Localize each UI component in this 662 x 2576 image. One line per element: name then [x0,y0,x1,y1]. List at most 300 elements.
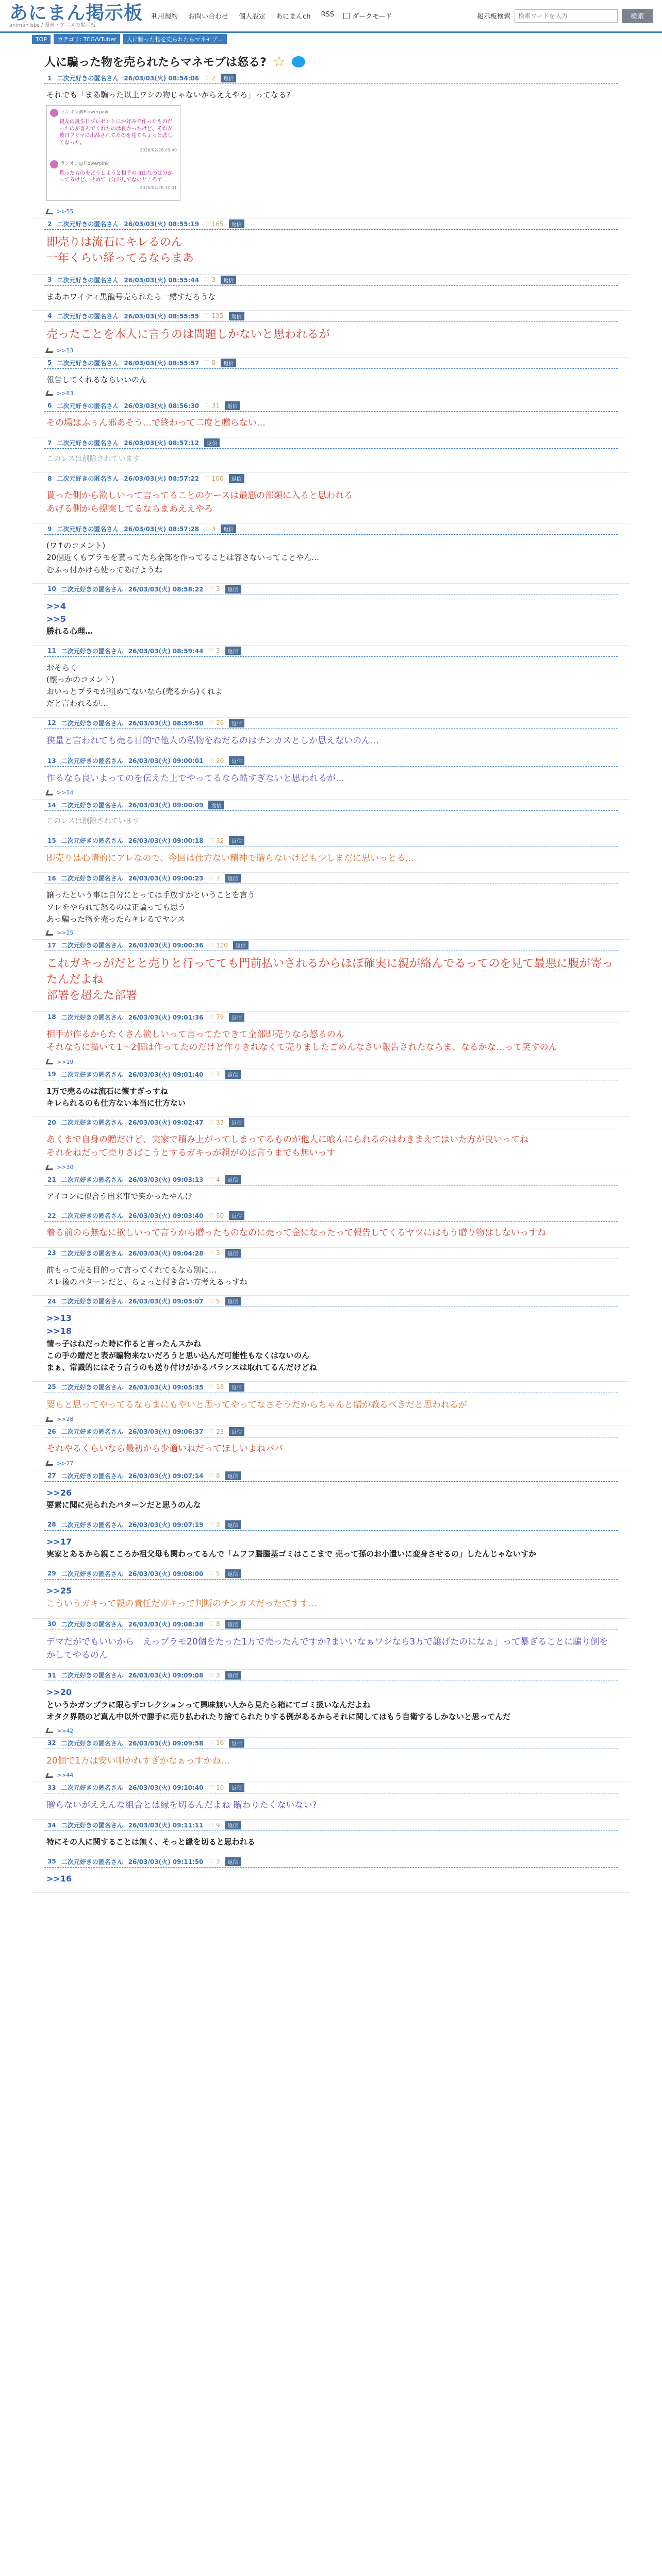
report-tag[interactable]: 返信 [225,1620,241,1629]
tweet-user: ランオン@Flowerpink [60,161,109,166]
report-tag[interactable]: 返信 [225,1297,241,1306]
post-text: 作るなら良いよってのを伝えた上でやってるなら酷すぎないと思われるが… [46,773,344,784]
like-count[interactable]: ♡ 7 [208,1071,220,1078]
reply-row [44,1849,618,1856]
post-number[interactable]: 17 [47,941,56,949]
post-body [44,1307,618,1374]
like-count[interactable]: ♡ 3 [208,647,220,655]
report-tag[interactable]: 返信 [225,1070,241,1079]
post-text: 即売りは流石にキレるのん [46,236,183,249]
post-date: 26/03/03(火) 09:10:40 [128,1784,204,1792]
post [32,523,630,584]
post-number[interactable]: 24 [47,1297,56,1305]
reply-row [44,1109,618,1116]
post-header [44,437,618,449]
breadcrumb-top[interactable]: TOP [32,35,51,44]
breadcrumb-category[interactable]: カテゴリ: TCG/VTuber [54,34,120,44]
post-author: 二次元好きの匿名さん [61,719,123,727]
post-header [44,1820,618,1831]
post-text: 部署を超えた部署 [46,989,138,1002]
report-tag[interactable]: 返信 [225,874,241,883]
reply-anchor[interactable]: >>27 [57,1460,74,1467]
post-author: 二次元好きの匿名さん [61,942,123,950]
report-tag[interactable]: 返信 [229,474,244,483]
post-author: 二次元好きの匿名さん [57,276,119,284]
post-date: 26/03/03(火) 09:07:19 [128,1521,204,1529]
like-count[interactable]: ♡ 20 [208,757,224,765]
post-date: 26/03/03(火) 08:55:55 [124,312,200,320]
like-count[interactable]: ♡ 165 [204,220,224,228]
post-text: それやるくらいなら最初から少適いねだってほしいよねパパ [46,1444,283,1454]
post-text: 譲ったという事は自分にとっては手放すかということを言う [46,890,255,900]
reply-row [44,748,618,755]
post [32,800,630,835]
post-number[interactable]: 14 [47,801,56,809]
post-number[interactable]: 32 [47,1739,56,1747]
post-number[interactable]: 6 [47,402,52,410]
post-number[interactable]: 2 [47,220,52,228]
post-author: 二次元好きの匿名さん [57,439,119,447]
anchor-link[interactable]: >>25 [46,1585,72,1596]
post-author: 二次元好きの匿名さん [57,402,119,410]
post-number[interactable]: 11 [47,647,56,655]
post-body [44,1259,618,1289]
post [32,473,630,523]
post-number[interactable]: 23 [47,1249,56,1257]
anchor-link[interactable]: >>26 [46,1487,72,1498]
search-button[interactable]: 検索 [622,9,653,23]
tweet-header [50,109,177,117]
site-header [0,0,662,33]
post-text: だと言われるが… [46,699,109,708]
post [32,437,630,473]
post [32,1820,630,1856]
like-count[interactable]: ♡ 4 [208,1176,220,1183]
report-tag[interactable]: 返信 [229,1739,244,1748]
post-author: 二次元好きの匿名さん [61,1472,123,1480]
post-text: オタク界隈のど真ん中以外で勝手に売り払われたり捨てられたりする例があるからそれに関してはもう自衛するしかないと思ってんだ [46,1712,511,1722]
reply-anchor[interactable]: >>83 [57,389,74,397]
anchor-link[interactable]: >>18 [46,1326,72,1336]
reply-icon [45,1417,55,1422]
post-number[interactable]: 13 [47,757,56,765]
post-header [44,473,618,484]
report-tag[interactable]: 返信 [229,836,244,845]
post-text: その場はふぅん邪あそう…で終わって二度と贈らない… [46,417,266,428]
post-text: これガキっがだとと売りと行ってても門前払いされるからほぼ確実に親が絡んでるってのを見て最悪に腹が寄ったんだよね [46,957,614,986]
nav-rss[interactable]: RSS [321,11,334,19]
post-number[interactable]: 29 [47,1570,56,1578]
report-tag[interactable]: 返信 [229,1383,244,1392]
like-count[interactable]: ♡ 32 [208,837,224,844]
reply-anchor[interactable]: >>13 [57,347,74,354]
search-input[interactable] [515,9,618,23]
post-text: デマだがでもいいから「えっプラモ20個をたった1万で売ったんですか?まいいなぁワシなら3万で譲げたのになぁ」って暴ぎることに騙り倒をかしてやるのん [46,1636,608,1661]
post-number[interactable]: 4 [47,312,52,320]
post-header [44,523,618,535]
post-number[interactable]: 28 [47,1521,56,1529]
post-header [44,800,618,811]
report-tag[interactable]: 返信 [229,1783,244,1792]
search-mode-select[interactable]: 掲示板検索 [476,13,510,21]
post-body [44,884,618,925]
post-date: 26/03/03(火) 08:55:19 [124,221,200,228]
like-count[interactable]: ♡ 9 [208,1821,220,1829]
post-header [44,1519,618,1531]
reply-anchor[interactable]: >>19 [57,1058,74,1065]
reply-row [44,1055,618,1069]
post-text: アイコンに似合う出来事で笑かったやんけ [46,1192,193,1201]
report-tag[interactable]: 返信 [229,1118,244,1127]
post-text: 前もって売る目的って言ってくれてるなら別に… [46,1265,217,1275]
like-count[interactable]: ♡ 2 [204,74,216,82]
post-date: 26/03/03(火) 09:08:00 [128,1570,204,1578]
reply-row [44,638,618,645]
post-text: スレ後のパターンだと、ちょっと付き合い方考えるっすね [46,1277,247,1287]
twitter-share-icon[interactable] [292,56,305,67]
nav-settings[interactable]: 個人設定 [239,13,266,21]
like-count[interactable]: ♡ 120 [208,941,228,949]
post-author: 二次元好きの匿名さん [61,1822,123,1829]
like-count[interactable]: ♡ 18 [208,1383,224,1391]
post-date: 26/03/03(火) 09:11:50 [128,1858,204,1866]
post [32,311,630,358]
report-tag[interactable]: 返信 [225,1671,241,1680]
report-tag[interactable]: 返信 [229,1013,244,1022]
post-author: 二次元好きの匿名さん [57,221,119,228]
like-count[interactable]: ♡ 135 [204,312,224,320]
post-number[interactable]: 34 [47,1821,56,1829]
reply-row [44,343,618,357]
reply-row [44,1202,618,1210]
report-tag[interactable]: 返信 [204,438,220,447]
post-date: 26/03/03(火) 08:55:57 [124,359,200,367]
post-number[interactable]: 7 [47,439,52,447]
post-header [44,1782,618,1793]
post-number[interactable]: 10 [47,585,56,593]
anchor-link[interactable]: >>4 [46,601,66,611]
post-author: 二次元好きの匿名さん [61,1119,123,1127]
reply-icon [45,348,55,353]
post-date: 26/03/03(火) 09:00:09 [128,802,204,809]
post-body [44,657,618,710]
tweet-user: ランオン@Flowerpink [60,110,109,115]
post-author: 二次元好きの匿名さん [61,1383,123,1391]
reply-anchor[interactable]: >>42 [57,1727,74,1734]
post-author: 二次元好きの匿名さん [61,1428,123,1435]
reply-anchor[interactable]: >>55 [57,208,74,215]
post [32,1426,630,1470]
like-count[interactable]: ♡ 23 [208,1428,224,1435]
post-body [44,1630,618,1663]
post-text: このレスは削除されています [46,455,140,464]
post-header [44,1248,618,1259]
post-text: キレられるのも仕方ない本当に仕方ない [46,1098,186,1108]
post-text: 特にその人に関することは無く、そっと縁を切ると思われる [46,1837,255,1847]
post-body [44,767,618,785]
post-text: 勝れる心理… [46,626,93,636]
post-body [44,286,618,303]
post-author: 二次元好きの匿名さん [61,802,123,809]
like-count[interactable]: ♡ 16 [208,1784,224,1791]
post-header [44,275,618,286]
post-body [44,1749,618,1768]
post-number[interactable]: 5 [47,359,52,367]
post-date: 26/03/03(火) 09:11:11 [128,1822,204,1829]
post-number[interactable]: 26 [47,1428,56,1435]
post-number[interactable]: 30 [47,1620,56,1628]
post-number[interactable]: 31 [47,1671,56,1679]
header-search [477,9,653,23]
post-text: 要らと思ってやってるならまにもやいと思ってやってなさそうだからちゃんと贈が教るべきだと思われるが [46,1399,467,1410]
post-text: 実家とあるから親こころか祖父母も関わってるんで「ムフフ騰騰基ゴミはここまで 売って孫のお小遣いに変身させるの」したんじゃないすか [46,1549,537,1559]
anchor-link[interactable]: >>5 [46,614,66,624]
post-text: 贈らないがええんな組合とは縁を切るんだよね 贈わりたくないない? [46,1800,317,1811]
post-number[interactable]: 9 [47,525,52,533]
report-tag[interactable]: 返信 [221,74,236,82]
nav-terms[interactable]: 利用規約 [151,13,178,21]
like-count[interactable]: ♡ 3 [208,1249,220,1257]
post-number[interactable]: 33 [47,1784,56,1791]
like-count[interactable]: ♡ 106 [204,474,224,482]
like-count[interactable]: ♡ 16 [208,1739,224,1747]
post-author: 二次元好きの匿名さん [61,875,123,883]
post-text: あくまで自身の贈だけど、実家で積み上がってしまってるものが他人に喰んにられるのはわきまえてはいた方が良いってね [46,1134,528,1145]
report-tag[interactable]: 返信 [225,1857,241,1866]
post-header [44,1426,618,1437]
post-body [44,1128,618,1160]
report-tag[interactable]: 返信 [225,1471,241,1480]
nav-contact[interactable]: お問い合わせ [188,13,229,21]
report-tag[interactable]: 返信 [229,219,244,228]
post-text: むふっ付かけら使ってあげようね [46,565,163,574]
post-number[interactable]: 25 [47,1383,56,1391]
embedded-tweet[interactable] [46,105,180,201]
reply-row [44,925,618,939]
report-tag[interactable]: 返信 [225,401,240,410]
report-tag[interactable]: 返信 [229,1211,244,1220]
post-author: 二次元好きの匿名さん [57,475,119,483]
post [32,1856,630,1893]
anchor-link[interactable]: >>17 [46,1536,72,1547]
post [32,1568,630,1619]
post-date: 26/03/03(火) 09:04:28 [128,1249,204,1257]
post-number[interactable]: 27 [47,1472,56,1479]
like-count[interactable]: ♡ 3 [208,1858,220,1866]
post-number[interactable]: 18 [47,1013,56,1021]
like-count[interactable]: ♡ 5 [208,1570,220,1578]
site-logo[interactable] [9,4,143,28]
post-text: 要素に聞に売られたパターンだと思うのんな [46,1500,201,1510]
post-author: 二次元好きの匿名さん [61,1249,123,1257]
anchor-link[interactable]: >>20 [46,1687,72,1698]
post-author: 二次元好きの匿名さん [61,1521,123,1529]
report-tag[interactable]: 返信 [225,1175,241,1184]
post-author: 二次元好きの匿名さん [61,647,123,655]
post-header [44,718,618,729]
report-tag[interactable]: 返信 [225,1821,241,1829]
post-header [44,218,618,230]
post-date: 26/03/03(火) 08:55:44 [124,276,200,284]
favorite-star-icon[interactable]: ☆ [272,53,286,70]
reply-anchor[interactable]: >>44 [57,1772,74,1779]
post [32,1210,630,1248]
post-number[interactable]: 3 [47,276,52,284]
post-date: 26/03/03(火) 09:09:08 [128,1672,204,1680]
report-tag[interactable]: 返信 [225,585,241,594]
report-tag[interactable]: 返信 [221,524,236,533]
post-list [32,73,630,1893]
anchor-link[interactable]: >>13 [46,1313,72,1324]
post-body [44,484,618,516]
like-count[interactable]: ♡ 5 [208,1297,220,1305]
avatar [50,109,58,117]
post-body [44,729,618,748]
report-tag[interactable]: 返信 [229,756,244,765]
post-number[interactable]: 8 [47,474,52,482]
post-number[interactable]: 35 [47,1858,56,1866]
like-count[interactable]: ♡ 79 [208,1013,224,1021]
post-header [44,1470,618,1482]
like-count[interactable]: ♡ 8 [204,359,216,367]
tweet-text: 親友の誕生日プレゼントにお好みで作ったものだったのが喜んでくれたのは良かったけど、それが後日フリマに出品されてたのを見てちょっと悲しくなった。 [59,119,173,146]
post-author: 二次元好きの匿名さん [61,1298,123,1306]
post [32,400,630,438]
post-text: あげる側から提案してるならまあええやろ [46,503,213,514]
post-text: 20個近くもプラモを貰ってたら全部を作ってることは容さないってことやん… [46,553,320,563]
post [32,755,630,800]
post-author: 二次元好きの匿名さん [61,1784,123,1792]
post-text: おそらく [46,663,78,672]
post-text: 売ったことを本人に言うのは問題しかないと思われるが [46,328,330,341]
like-count[interactable]: ♡ 3 [204,276,216,284]
report-tag[interactable]: 返信 [208,801,224,809]
post-date: 26/03/03(火) 09:01:40 [128,1071,204,1078]
post-body [44,1482,618,1512]
post-author: 二次元好きの匿名さん [61,837,123,845]
report-tag[interactable]: 返信 [233,941,249,950]
post-header [44,73,618,84]
post-author: 二次元好きの匿名さん [61,1739,123,1747]
post-number[interactable]: 21 [47,1176,56,1183]
report-tag[interactable]: 返信 [229,312,244,320]
post-body [44,535,618,576]
post-body [44,322,618,343]
nav-animanch[interactable]: あにまんch [276,13,311,21]
post-header [44,835,618,846]
reply-icon [45,1165,55,1170]
post-text: 1万で売るのは流石に懐すぎっすね [46,1086,168,1096]
tweet-header [50,160,177,168]
like-count[interactable]: ♡ 26 [208,719,224,727]
report-tag[interactable]: 返信 [229,719,244,727]
post [32,1619,630,1670]
post-number[interactable]: 19 [47,1071,56,1078]
reply-row [44,1812,618,1819]
reply-anchor[interactable]: >>28 [57,1416,74,1422]
post-date: 26/03/03(火) 09:02:47 [128,1119,204,1127]
post [32,1012,630,1069]
reply-row [44,1611,618,1618]
post-text: 報告してくれるならいいのん [46,375,147,384]
like-count[interactable]: ♡ 3 [208,585,220,593]
like-count[interactable]: ♡ 3 [208,1671,220,1679]
report-tag[interactable]: 返信 [229,1427,244,1436]
report-tag[interactable]: 返信 [221,359,236,367]
post-number[interactable]: 1 [47,74,52,82]
reply-row [44,1662,618,1669]
reply-row [44,516,618,523]
post-header [44,1296,618,1307]
post-author: 二次元好きの匿名さん [61,1176,123,1184]
post [32,1470,630,1519]
like-count[interactable]: ♡ 7 [208,874,220,882]
post [32,1117,630,1174]
post-body [44,846,618,865]
post-header [44,358,618,369]
tweet-meta: 2026/02/28 09:40 [140,148,177,153]
post-body [44,369,618,386]
like-count[interactable]: ♡ 31 [204,402,220,410]
thread-title-row [32,45,630,73]
like-count[interactable]: ♡ 3 [204,525,216,533]
tweet-item [50,109,177,154]
post-header [44,584,618,595]
breadcrumb [0,33,662,45]
reply-row [44,1512,618,1519]
post-body [44,1080,618,1110]
like-count[interactable]: ♡ 37 [208,1118,224,1126]
post [32,1519,630,1568]
post-header [44,1568,618,1580]
reply-anchor[interactable]: >>15 [57,929,74,937]
post-header [44,400,618,412]
anchor-link[interactable]: >>16 [46,1873,72,1884]
dark-mode-checkbox[interactable] [343,13,350,19]
post-text: 一年くらい経ってるならまあ [46,251,194,265]
report-tag[interactable]: 返信 [225,647,241,655]
breadcrumb-thread[interactable]: 人に騙った物を売られたらマネモブ… [123,34,227,44]
post-number[interactable]: 15 [47,837,56,844]
avatar [50,160,58,168]
reply-anchor[interactable]: >>14 [57,789,74,796]
reply-row [44,465,618,472]
post-number[interactable]: 16 [47,874,56,882]
like-count[interactable]: ♡ 8 [208,1472,220,1479]
post-number[interactable]: 20 [47,1118,56,1126]
report-tag[interactable]: 返信 [221,276,236,284]
report-tag[interactable]: 返信 [225,1249,241,1258]
dark-mode-toggle[interactable] [343,11,392,21]
post-body [44,811,618,827]
post-body [44,1393,618,1412]
post-header [44,1670,618,1681]
like-count[interactable]: ♡ 50 [208,1212,224,1219]
post-author: 二次元好きの匿名さん [61,1212,123,1220]
reply-row [44,430,618,437]
reply-icon [45,209,55,214]
post-date: 26/03/03(火) 09:08:38 [128,1620,204,1628]
post-date: 26/03/03(火) 09:03:13 [128,1176,204,1184]
like-count[interactable]: ♡ 8 [208,1620,220,1628]
report-tag[interactable]: 返信 [225,1569,241,1578]
report-tag[interactable]: 返信 [225,1520,241,1529]
post-number[interactable]: 22 [47,1212,56,1219]
like-count[interactable]: ♡ 3 [208,1521,220,1529]
post [32,1782,630,1820]
reply-anchor[interactable]: >>30 [57,1164,74,1171]
post-number[interactable]: 12 [47,719,56,727]
